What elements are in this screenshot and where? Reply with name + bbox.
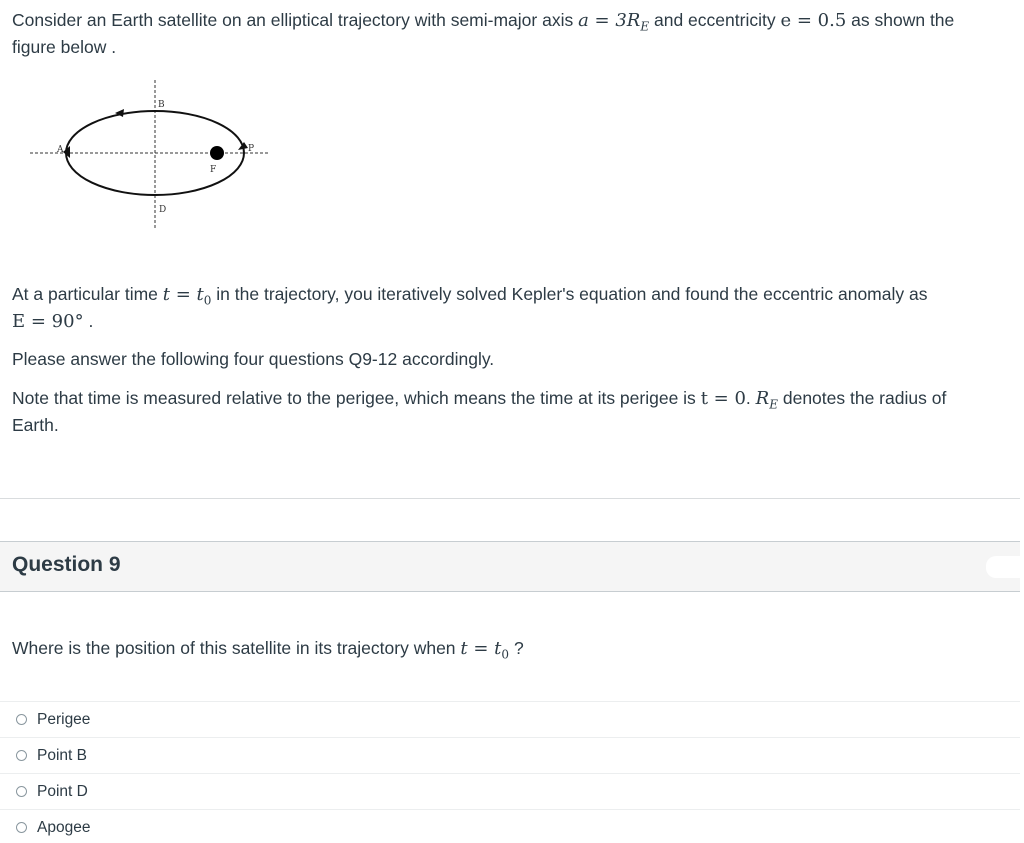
question-mark: ? (513, 638, 524, 658)
answer-label: Perigee (37, 710, 91, 728)
note-text-a: Note that time is measured relative to the perigee, which means the time at its perigee is (12, 388, 696, 408)
note-text-c: denotes the radius of (782, 388, 947, 408)
semi-major-axis-math: a = 3R (578, 10, 641, 31)
answer-option-point-b[interactable] (0, 737, 1020, 773)
context-line-2 (12, 308, 1020, 335)
answer-label: Point D (37, 782, 88, 800)
section-divider (0, 498, 1020, 499)
context-line-2-tail: . (88, 311, 94, 331)
answer-label: Point B (37, 746, 87, 764)
radio-button[interactable] (16, 822, 27, 833)
direction-arrow-right (238, 142, 248, 150)
label-p: P (248, 144, 255, 154)
points-badge (986, 556, 1020, 578)
intro-line-2: figure below . (12, 37, 117, 57)
radio-button[interactable] (16, 750, 27, 761)
answer-label: Apogee (37, 818, 91, 836)
earth-focus-dot (210, 146, 224, 160)
eccentricity-formula: e = 0.5 (780, 10, 847, 31)
answer-option-perigee[interactable] (0, 701, 1020, 737)
answer-list (0, 701, 1020, 843)
orbit-figure (22, 80, 282, 230)
semi-major-axis-sub: E (640, 19, 650, 34)
intro-text-c: as shown the (851, 10, 955, 30)
question-time-formula (460, 638, 510, 662)
time-math: t = t (162, 284, 204, 305)
answer-option-point-d[interactable] (0, 773, 1020, 809)
label-b: B (158, 100, 165, 110)
note-line-2: Earth. (12, 415, 59, 435)
orbit-diagram (22, 80, 282, 230)
question-time-math: t = t (460, 638, 502, 659)
perigee-time-formula: t = 0 (700, 388, 746, 409)
question-prompt (12, 635, 1020, 669)
intro-text-a: Consider an Earth satellite on an elliptical trajectory with semi-major axis (12, 10, 574, 30)
question-title: Question 9 (12, 553, 121, 576)
question-prompt-text: Where is the position of this satellite in its trajectory when (12, 638, 456, 658)
label-f: F (210, 165, 217, 175)
instruction-text: Please answer the following four questions Q9-12 accordingly. (12, 349, 495, 369)
time-sub: 0 (203, 293, 212, 308)
question-time-sub: 0 (501, 647, 510, 662)
radio-button[interactable] (16, 786, 27, 797)
label-d: D (159, 205, 167, 215)
answer-option-apogee[interactable] (0, 809, 1020, 843)
time-formula (162, 284, 212, 308)
radio-button[interactable] (16, 714, 27, 725)
label-a: A (57, 145, 64, 155)
question-header (0, 541, 1020, 592)
earth-radius-sub: E (769, 397, 778, 412)
note-period: . (745, 388, 751, 408)
earth-radius-math: R (755, 388, 770, 409)
eccentric-anomaly-formula: E = 90° (12, 311, 84, 332)
context-text-a: At a particular time (12, 284, 158, 304)
intro-text-b: and eccentricity (654, 10, 776, 30)
semi-major-axis-formula (578, 10, 650, 34)
earth-radius-formula (755, 388, 778, 412)
context-text-b: in the trajectory, you iteratively solved Kepler's equation and found the eccentric anomaly as (216, 284, 928, 304)
